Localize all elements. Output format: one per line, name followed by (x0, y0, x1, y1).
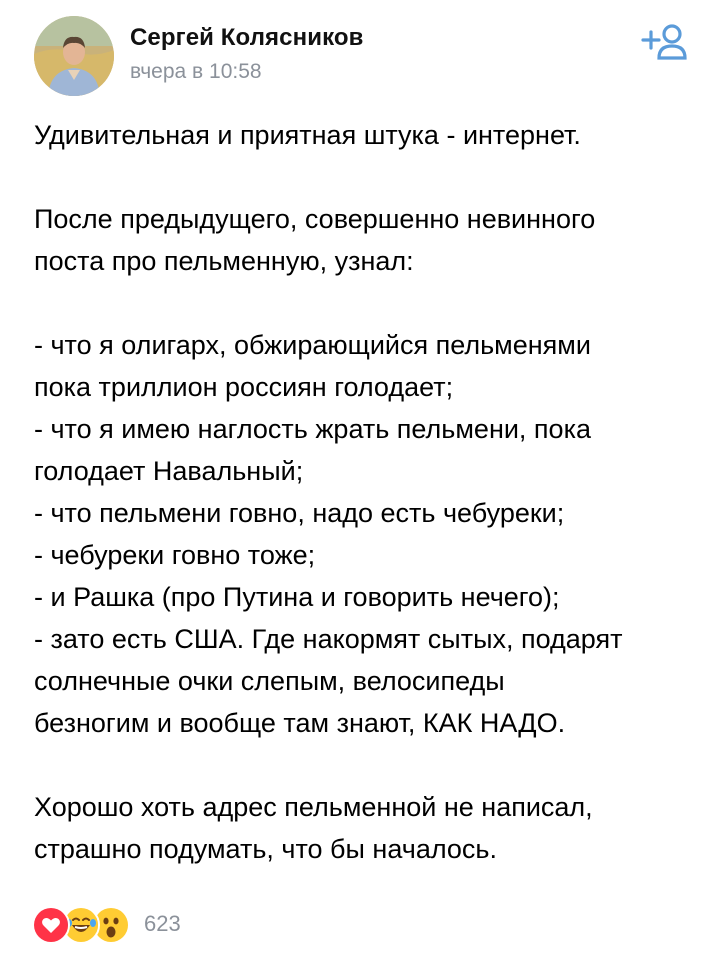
post-text-line: Хорошо хоть адрес пельменной не написал, (34, 792, 593, 822)
heart-icon (32, 906, 70, 944)
post-timestamp[interactable]: вчера в 10:58 (130, 60, 262, 83)
post-text (34, 114, 704, 870)
post-text-line: - что я олигарх, обжирающийся пельменями (34, 330, 591, 360)
add-friend-button[interactable] (640, 20, 690, 66)
post-text-line: После предыдущего, совершенно невинного (34, 204, 596, 234)
post-text-line: - и Рашка (про Путина и говорить нечего); (34, 582, 560, 612)
avatar[interactable] (34, 16, 114, 96)
post-text-line: голодает Навальный; (34, 456, 304, 486)
post-text-line: - чебуреки говно тоже; (34, 540, 316, 570)
post-text-line: страшно подумать, что бы началось. (34, 834, 497, 864)
blank-line (34, 156, 704, 198)
author-name[interactable]: Сергей Колясников (130, 24, 364, 51)
post-text-line: - что пельмени говно, надо есть чебуреки; (34, 498, 565, 528)
post-header (0, 0, 720, 110)
post-text-line: пока триллион россиян голодает; (34, 372, 454, 402)
post-text-line: - что я имею наглость жрать пельмени, пока (34, 414, 591, 444)
post-text-line: поста про пельменную, узнал: (34, 246, 414, 276)
post-text-line: - зато есть США. Где накормят сытых, подарят (34, 624, 623, 654)
post-text-line: Удивительная и приятная штука - интернет. (34, 120, 581, 150)
blank-line (34, 744, 704, 786)
post-text-line: безногим и вообще там знают, КАК НАДО. (34, 708, 566, 738)
reactions-bar[interactable] (32, 906, 332, 946)
reactions-count: 623 (144, 911, 181, 936)
blank-line (34, 282, 704, 324)
add-user-icon (640, 20, 690, 66)
post-text-line: солнечные очки слепым, велосипеды (34, 666, 505, 696)
